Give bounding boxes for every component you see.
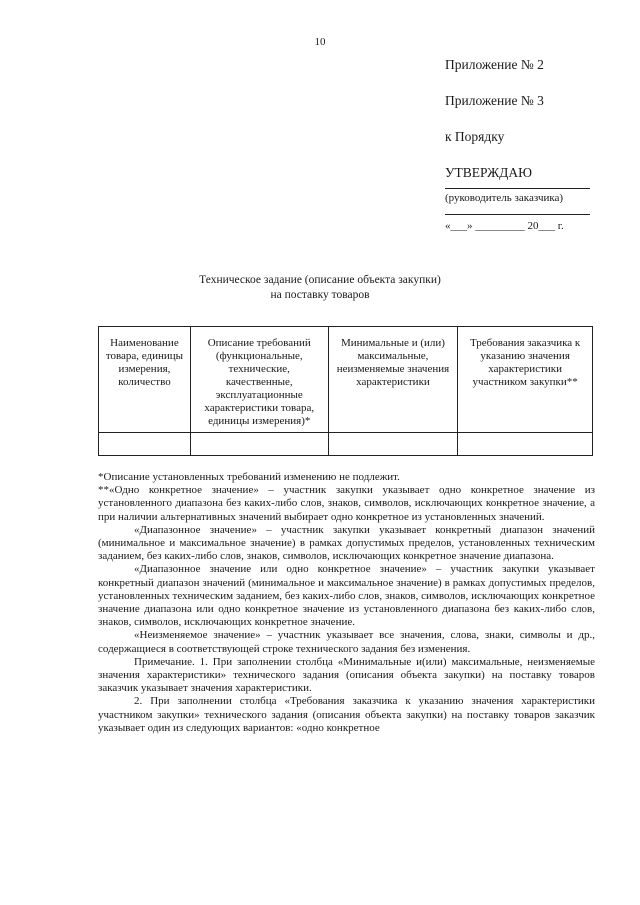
paragraph-range-or-single: «Диапазонное значение или одно конкретное значение» – участник закупки указывает конкретный диапазон значений (минимальное и максимальное значение) в рамках допустимых пределов, установленных техническим заданием, без каких-либо слов, знаков, символов, исключающих конкретное значение диапазона или одно конкретное значение из установленного диапазона без каких-либо слов, знаков, символов, исключающих конкретное значение.	[98, 563, 595, 629]
signer-caption: (руководитель заказчика)	[445, 192, 564, 204]
date-template: «___» _________ 20___ г.	[445, 220, 564, 232]
paragraph-note-2: 2. При заполнении столбца «Требования заказчика к указанию значения характеристики участником закупки» технического задания (описания объекта закупки) на поставку товаров заказчик указывает один из следующих вариантов: «одно конкретное	[98, 695, 595, 734]
approve-label: УТВЕРЖДАЮ	[445, 165, 533, 180]
approval-block	[445, 56, 605, 232]
header-cell-min-max: Минимальные и (или) максимальные, неизменяемые значения характеристики	[328, 327, 458, 433]
header-cell-description: Описание требований (функциональные, технические, качественные, эксплуатационные характеристики товара, единицы измерения)*	[190, 327, 328, 433]
title-line-2: на поставку товаров	[270, 289, 370, 301]
header-cell-name: Наименование товара, единицы измерения, количество	[99, 327, 191, 433]
to-order-label: к Порядку	[445, 129, 505, 144]
table-cell	[190, 433, 328, 456]
paragraph-unchangeable: «Неизменяемое значение» – участник указывает все значения, слова, знаки, символы и др., содержащиеся в соответствующей строке технического задания без изменения.	[98, 629, 595, 655]
table-cell	[99, 433, 191, 456]
paragraph-note-1: Примечание. 1. При заполнении столбца «Минимальные и(или) максимальные, неизменяемые значения характеристики» технического задания (описания объекта закупки) на поставку товаров заказчик указывает значения характеристики.	[98, 655, 595, 695]
table-header-row	[99, 327, 593, 433]
header-cell-requirements: Требования заказчика к указанию значения характеристики участником закупки**	[458, 327, 593, 433]
document-title	[0, 273, 640, 303]
body-text	[98, 471, 595, 735]
table-row	[99, 433, 593, 456]
page-number: 10	[314, 36, 326, 48]
footnote-2: **«Одно конкретное значение» – участник закупки указывает одно конкретное значение из установленного диапазона без каких-либо слов, знаков, символов, исключающих конкретное значение, а при наличии альтернативных значений выбирает одно конкретное из установленных значений.	[98, 484, 595, 523]
signature-line-2	[445, 214, 590, 215]
table-cell	[328, 433, 458, 456]
appendix-3-label: Приложение № 3	[445, 93, 544, 108]
paragraph-range-value: «Диапазонное значение» – участник закупки указывает конкретный диапазон значений (минимальное и максимальное значение) в рамках допустимых пределов, установленных техническим заданием, без каких-либо слов, знаков, символов, исключающих конкретное значение диапазона.	[98, 523, 595, 563]
footnote-1: *Описание установленных требований изменению не подлежит.	[98, 471, 400, 483]
table-cell	[458, 433, 593, 456]
signature-line	[445, 188, 590, 189]
specification-table	[98, 326, 593, 456]
appendix-2-label: Приложение № 2	[445, 57, 544, 72]
title-line-1: Техническое задание (описание объекта закупки)	[199, 274, 441, 286]
